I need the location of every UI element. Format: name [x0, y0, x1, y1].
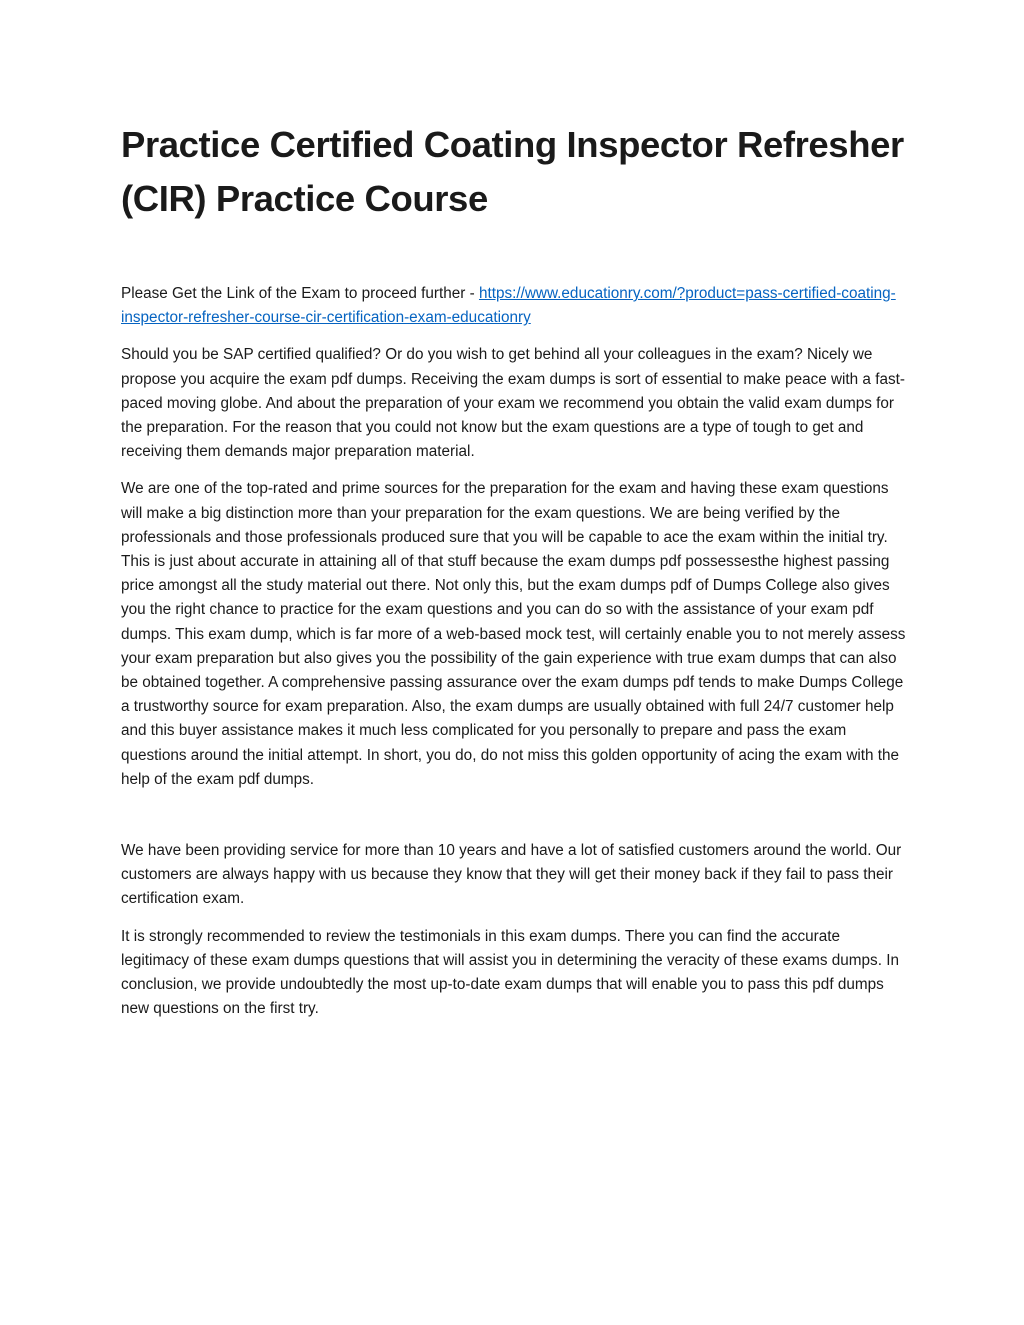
paragraph-spacer	[121, 805, 911, 839]
document-page	[121, 118, 911, 1034]
document-title: Practice Certified Coating Inspector Refresher (CIR) Practice Course	[121, 124, 904, 219]
intro-text: Please Get the Link of the Exam to proceed further -	[121, 285, 479, 302]
paragraph-top-rated-sources: We are one of the top-rated and prime sources for the preparation for the exam and having these exam questions will make a big distinction more than your preparation for the exam questions. We are being verified by the professionals and those professionals produced sure that you will be capable to ace the exam within the initial try. This is just about accurate in attaining all of that stuff because the exam dumps pdf possessesthe highest passing price amongst all the study material out there. Not only this, but the exam dumps pdf of Dumps College also gives you the right chance to practice for the exam questions and you can do so with the assistance of your exam pdf dumps. This exam dump, which is far more of a web-based mock test, will certainly enable you to not merely assess your exam preparation but also gives you the possibility of the gain experience with true exam dumps that can also be obtained together. A comprehensive passing assurance over the exam dumps pdf tends to make Dumps College a trustworthy source for exam preparation. Also, the exam dumps are usually obtained with full 24/7 customer help and this buyer assistance makes it much less complicated for you personally to prepare and pass the exam questions around the initial attempt. In short, you do, do not miss this golden opportunity of acing the exam with the help of the exam pdf dumps.	[121, 480, 906, 788]
paragraph-service-years: We have been providing service for more than 10 years and have a lot of satisfied customers around the world. Our customers are always happy with us because they know that they will get their money back if they fail to pass their certification exam.	[121, 842, 902, 908]
exam-link[interactable]: https://www.educationry.com/?product=pass-certified-coating-inspector-refresher-course-cir-certification-exam-educationry	[121, 285, 896, 327]
paragraph-testimonials: It is strongly recommended to review the testimonials in this exam dumps. There you can find the accurate legitimacy of these exam dumps questions that will assist you in determining the veracity of these exams dumps. In conclusion, we provide undoubtedly the most up-to-date exam dumps that will enable you to pass this pdf dumps new questions on the first try.	[121, 927, 899, 1018]
paragraph-sap-certified: Should you be SAP certified qualified? Or do you wish to get behind all your colleagues in the exam? Nicely we propose you acquire the exam pdf dumps. Receiving the exam dumps is sort of essential to make peace with a fast-paced moving globe. And about the preparation of your exam we recommend you obtain the valid exam dumps for the preparation. For the reason that you could not know but the exam questions are a type of tough to get and receiving them demands major preparation material.	[121, 346, 905, 461]
intro-paragraph	[121, 282, 911, 330]
